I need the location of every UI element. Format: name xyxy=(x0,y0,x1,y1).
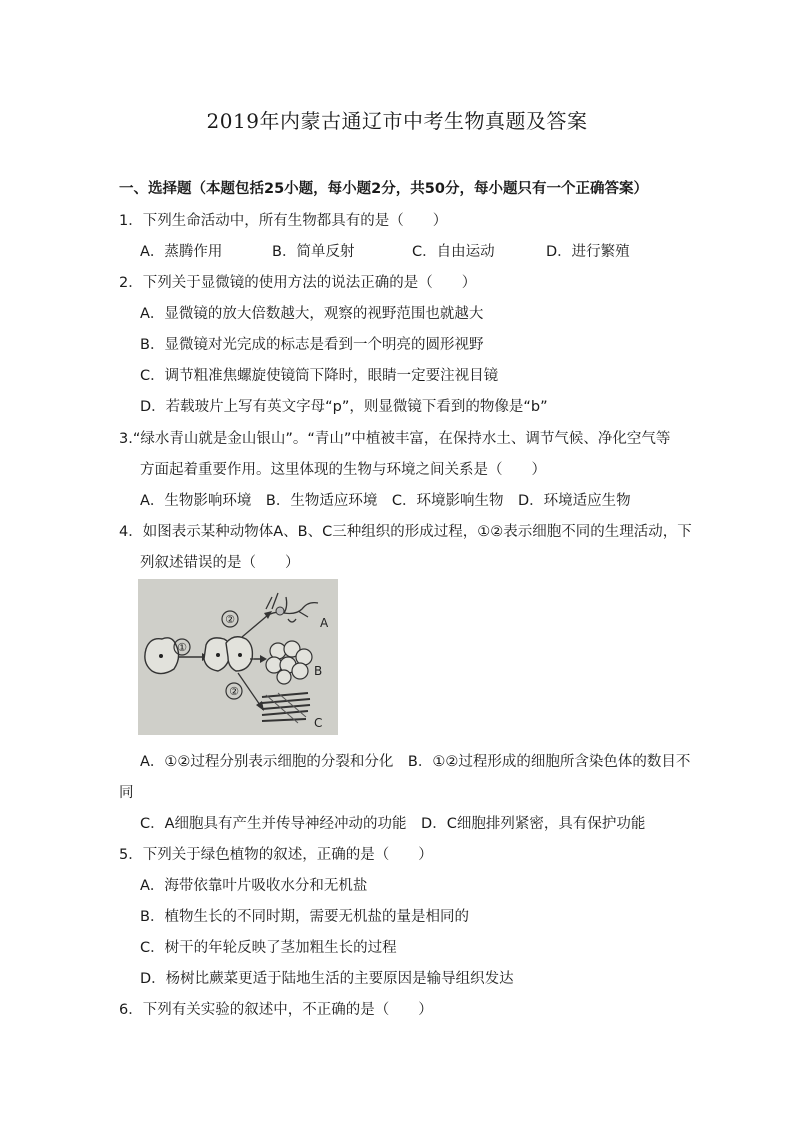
question-5-stem: 5．下列关于绿色植物的叙述，正确的是（ ） xyxy=(119,847,433,863)
figure-step-2c-label: ② xyxy=(229,685,239,698)
question-4-stem-line2: 列叙述错误的是（ ） xyxy=(140,555,300,571)
question-4-options-line2: C．A细胞具有产生并传导神经冲动的功能 D．C细胞排列紧密，具有保护功能 xyxy=(140,816,646,832)
question-2-option-a: A．显微镜的放大倍数越大，观察的视野范围也就越大 xyxy=(140,306,484,322)
question-3-stem-line2: 方面起着重要作用。这里体现的生物与环境之间关系是（ ） xyxy=(140,462,546,478)
question-1-stem: 1．下列生命活动中，所有生物都具有的是（ ） xyxy=(119,213,448,229)
question-4-stem-line1: 4．如图表示某种动物体A、B、C三种组织的形成过程，①②表示细胞不同的生理活动，下 xyxy=(119,524,692,540)
tissue-formation-figure xyxy=(138,579,338,735)
question-2-stem: 2．下列关于显微镜的使用方法的说法正确的是（ ） xyxy=(119,275,477,291)
question-5-option-c: C．树干的年轮反映了茎加粗生长的过程 xyxy=(140,940,397,956)
question-3-stem-line1: 3.“绿水青山就是金山银山”。“青山”中植被丰富，在保持水土、调节气候、净化空气等 xyxy=(119,431,671,447)
question-5-option-d: D．杨树比蕨菜更适于陆地生活的主要原因是输导组织发达 xyxy=(140,971,514,987)
question-1-option-a: A．蒸腾作用 xyxy=(140,244,223,260)
question-4-options-line1: A．①②过程分别表示细胞的分裂和分化 B．①②过程形成的细胞所含染色体的数目不 xyxy=(140,754,691,770)
question-3-options: A．生物影响环境 B．生物适应环境 C．环境影响生物 D．环境适应生物 xyxy=(140,493,631,509)
question-2-option-d: D．若载玻片上写有英文字母“p”，则显微镜下看到的物像是“b” xyxy=(140,399,548,415)
question-2-option-b: B．显微镜对光完成的标志是看到一个明亮的圆形视野 xyxy=(140,337,484,353)
question-2-option-c: C．调节粗准焦螺旋使镜筒下降时，眼睛一定要注视目镜 xyxy=(140,368,499,384)
figure-step-2a-label: ② xyxy=(225,613,235,626)
figure-label-a: A xyxy=(320,616,329,630)
question-1-option-d: D．进行繁殖 xyxy=(546,244,630,260)
question-1-option-c: C．自由运动 xyxy=(412,244,495,260)
question-4-options-line1-wrap: 同 xyxy=(119,785,134,801)
question-1-option-b: B．简单反射 xyxy=(272,244,355,260)
question-5-option-b: B．植物生长的不同时期，需要无机盐的量是相同的 xyxy=(140,909,469,925)
document-title: 2019年内蒙古通辽市中考生物真题及答案 xyxy=(206,109,588,133)
figure-step-1-label: ① xyxy=(177,641,187,654)
section-heading: 一、选择题（本题包括25小题，每小题2分，共50分，每小题只有一个正确答案） xyxy=(119,181,648,197)
question-6-stem: 6．下列有关实验的叙述中，不正确的是（ ） xyxy=(119,1002,433,1018)
figure-label-b: B xyxy=(314,664,323,678)
question-5-option-a: A．海带依靠叶片吸收水分和无机盐 xyxy=(140,878,368,894)
figure-label-c: C xyxy=(314,716,323,730)
